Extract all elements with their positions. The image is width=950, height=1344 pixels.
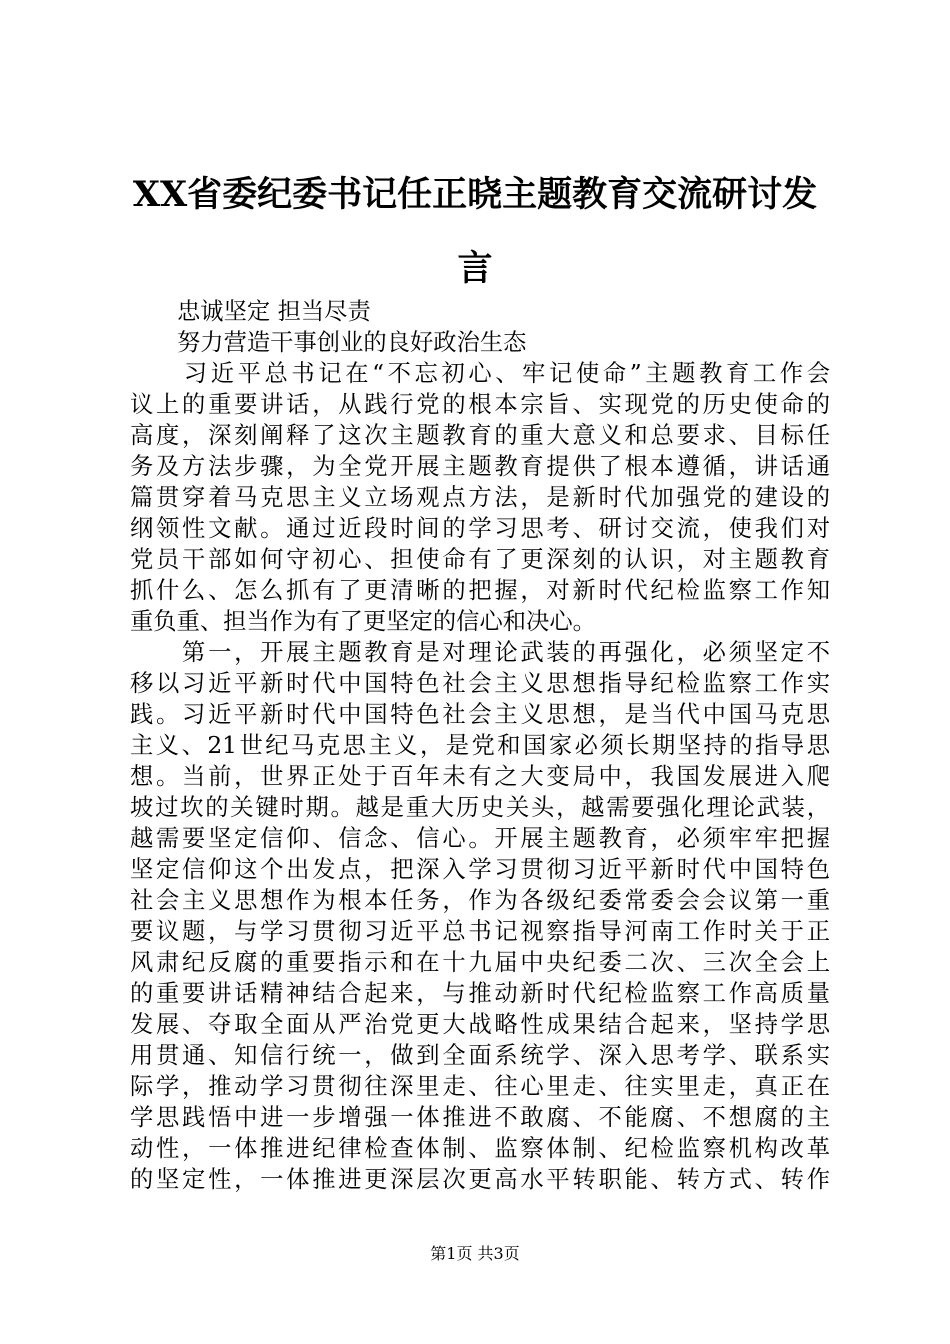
body-line: 的重要讲话精神结合起来，与推动新时代纪检监察工作高质量 bbox=[130, 980, 830, 1007]
body-line: 际学，推动学习贯彻往深里走、往心里走、往实里走，真正在 bbox=[130, 1073, 830, 1100]
body-line: 抓什么、怎么抓有了更清晰的把握，对新时代纪检监察工作知 bbox=[130, 577, 830, 604]
body-line: 坚定信仰这个出发点，把深入学习贯彻习近平新时代中国特色 bbox=[130, 856, 830, 883]
body-line: 习近平总书记在“不忘初心、牢记使命”主题教育工作会 bbox=[130, 360, 830, 387]
body-line: 越需要坚定信仰、信念、信心。开展主题教育，必须牢牢把握 bbox=[130, 825, 830, 852]
body-line: 重负重、担当作为有了更坚定的信心和决心。 bbox=[130, 608, 596, 635]
page-footer: 第1页 共3页 bbox=[430, 1244, 520, 1263]
body-line: 党员干部如何守初心、担使命有了更深刻的认识，对主题教育 bbox=[130, 546, 830, 573]
subtitle-1: 忠诚坚定 担当尽责 bbox=[177, 298, 371, 325]
body-line: 移以习近平新时代中国特色社会主义思想指导纪检监察工作实 bbox=[130, 670, 830, 697]
body-line: 议上的重要讲话，从践行党的根本宗旨、实现党的历史使命的 bbox=[130, 391, 830, 418]
body-paragraphs bbox=[130, 358, 830, 1195]
title-line-1: XX省委纪委书记任正晓主题教育交流研讨发 bbox=[132, 174, 818, 215]
body-line: 第一，开展主题教育是对理论武装的再强化，必须坚定不 bbox=[130, 639, 830, 666]
body-line: 主义、21世纪马克思主义，是党和国家必须长期坚持的指导思 bbox=[130, 732, 830, 759]
body-line: 想。当前，世界正处于百年未有之大变局中，我国发展进入爬 bbox=[130, 763, 830, 790]
body-line: 践。习近平新时代中国特色社会主义思想，是当代中国马克思 bbox=[130, 701, 830, 728]
title-line-2: 言 bbox=[457, 248, 493, 289]
body-line: 发展、夺取全面从严治党更大战略性成果结合起来，坚持学思 bbox=[130, 1011, 830, 1038]
document-body bbox=[130, 296, 830, 1195]
subtitle-2: 努力营造干事创业的良好政治生态 bbox=[177, 329, 527, 356]
body-line: 务及方法步骤，为全党开展主题教育提供了根本遵循，讲话通 bbox=[130, 453, 830, 480]
body-line: 高度，深刻阐释了这次主题教育的重大意义和总要求、目标任 bbox=[130, 422, 830, 449]
body-line: 社会主义思想作为根本任务，作为各级纪委常委会会议第一重 bbox=[130, 887, 830, 914]
body-line: 篇贯穿着马克思主义立场观点方法，是新时代加强党的建设的 bbox=[130, 484, 830, 511]
body-line: 坡过坎的关键时期。越是重大历史关头，越需要强化理论武装， bbox=[130, 794, 830, 821]
body-line: 学思践悟中进一步增强一体推进不敢腐、不能腐、不想腐的主 bbox=[130, 1104, 830, 1131]
body-line: 的坚定性，一体推进更深层次更高水平转职能、转方式、转作 bbox=[130, 1166, 830, 1193]
body-line: 用贯通、知信行统一，做到全面系统学、深入思考学、联系实 bbox=[130, 1042, 830, 1069]
document-title bbox=[110, 158, 840, 306]
body-line: 风肃纪反腐的重要指示和在十九届中央纪委二次、三次全会上 bbox=[130, 949, 830, 976]
body-line: 要议题，与学习贯彻习近平总书记视察指导河南工作时关于正 bbox=[130, 918, 830, 945]
body-line: 纲领性文献。通过近段时间的学习思考、研讨交流，使我们对 bbox=[130, 515, 830, 542]
body-line: 动性，一体推进纪律检查体制、监察体制、纪检监察机构改革 bbox=[130, 1135, 830, 1162]
